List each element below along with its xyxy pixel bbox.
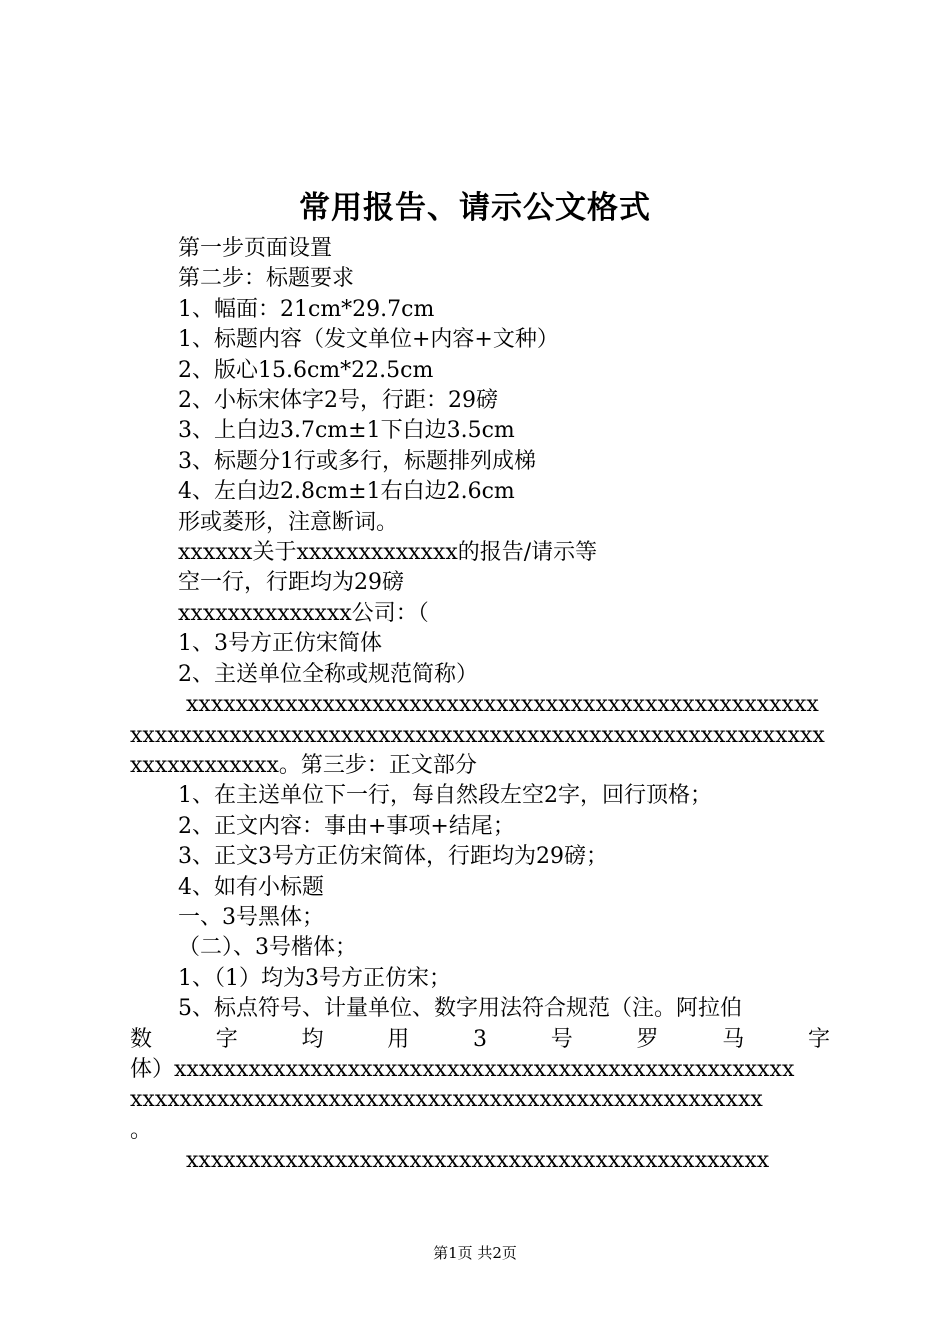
body-line: 一、3号黑体； xyxy=(178,904,324,930)
body-line: 形或菱形，注意断词。 xyxy=(178,509,399,535)
spread-char: 用 xyxy=(387,1026,410,1052)
body-line: 体）xxxxxxxxxxxxxxxxxxxxxxxxxxxxxxxxxxxxxxxxxxxxxxxxxx xyxy=(130,1056,795,1082)
page-footer: 第1页 共2页 xyxy=(433,1244,517,1262)
spread-line xyxy=(130,1025,830,1055)
spread-char: 3 xyxy=(473,1026,487,1052)
spread-char: 罗 xyxy=(636,1026,659,1052)
spread-char: 数 xyxy=(130,1026,153,1052)
body-line: 1、标题内容（发文单位+内容+文种） xyxy=(178,327,559,353)
body-line: xxxxxxxxxxxxxx公司：（ xyxy=(178,600,429,626)
body-line: xxxxxx关于xxxxxxxxxxxxx的报告/请示等 xyxy=(178,540,598,566)
body-line: 第一步页面设置 xyxy=(178,236,333,261)
body-line: 4、左白边2.8cm±1右白边2.6cm xyxy=(178,479,515,505)
body-line: 1、3号方正仿宋简体 xyxy=(178,631,382,657)
document-body xyxy=(130,234,830,1177)
body-line: 2、正文内容：事由+事项+结尾； xyxy=(178,813,515,839)
body-line: 1、在主送单位下一行，每自然段左空2字，回行顶格； xyxy=(178,783,712,809)
body-line: 1、幅面：21cm*29.7cm xyxy=(178,296,435,322)
body-line: 2、版心15.6cm*22.5cm xyxy=(178,357,434,383)
spread-char: 马 xyxy=(722,1026,745,1052)
body-line: 4、如有小标题 xyxy=(178,874,324,900)
body-line: 1、（1）均为3号方正仿宋； xyxy=(178,965,451,991)
body-paragraph: xxxxxxxxxxxxxxxxxxxxxxxxxxxxxxxxxxxxxxxxxxxxxxxxxxxxxxxxxxxxxxxxxxxxxxxxxxxxxxxxxxxxxxxxxxxxxxxxxxxxxxxxxxxxxxxxxxxxxxx。第三步：正文部分 xyxy=(130,692,825,778)
body-line: 。 xyxy=(130,1117,153,1143)
spread-char: 字 xyxy=(807,1026,830,1052)
body-line: 5、标点符号、计量单位、数字用法符合规范（注。阿拉伯 xyxy=(178,996,742,1022)
body-line: 2、小标宋体字2号，行距：29磅 xyxy=(178,388,498,414)
body-line: 3、正文3号方正仿宋简体，行距均为29磅； xyxy=(178,844,608,870)
body-line: xxxxxxxxxxxxxxxxxxxxxxxxxxxxxxxxxxxxxxxxxxxxxxx xyxy=(186,1148,770,1174)
spread-char: 均 xyxy=(301,1026,324,1052)
body-line: 2、主送单位全称或规范简称） xyxy=(178,661,478,687)
spread-char: 字 xyxy=(215,1026,238,1052)
body-line: 3、上白边3.7cm±1下白边3.5cm xyxy=(178,418,515,444)
body-line: （二）、3号楷体； xyxy=(178,935,357,961)
spread-char: 号 xyxy=(550,1026,573,1052)
body-line: 3、标题分1行或多行，标题排列成梯 xyxy=(178,448,536,474)
body-line: xxxxxxxxxxxxxxxxxxxxxxxxxxxxxxxxxxxxxxxxxxxxxxxxxxx xyxy=(130,1087,763,1113)
body-line: 第二步：标题要求 xyxy=(178,266,355,292)
document-title: 常用报告、请示公文格式 xyxy=(299,190,651,226)
body-line: 空一行，行距均为29磅 xyxy=(178,570,404,596)
